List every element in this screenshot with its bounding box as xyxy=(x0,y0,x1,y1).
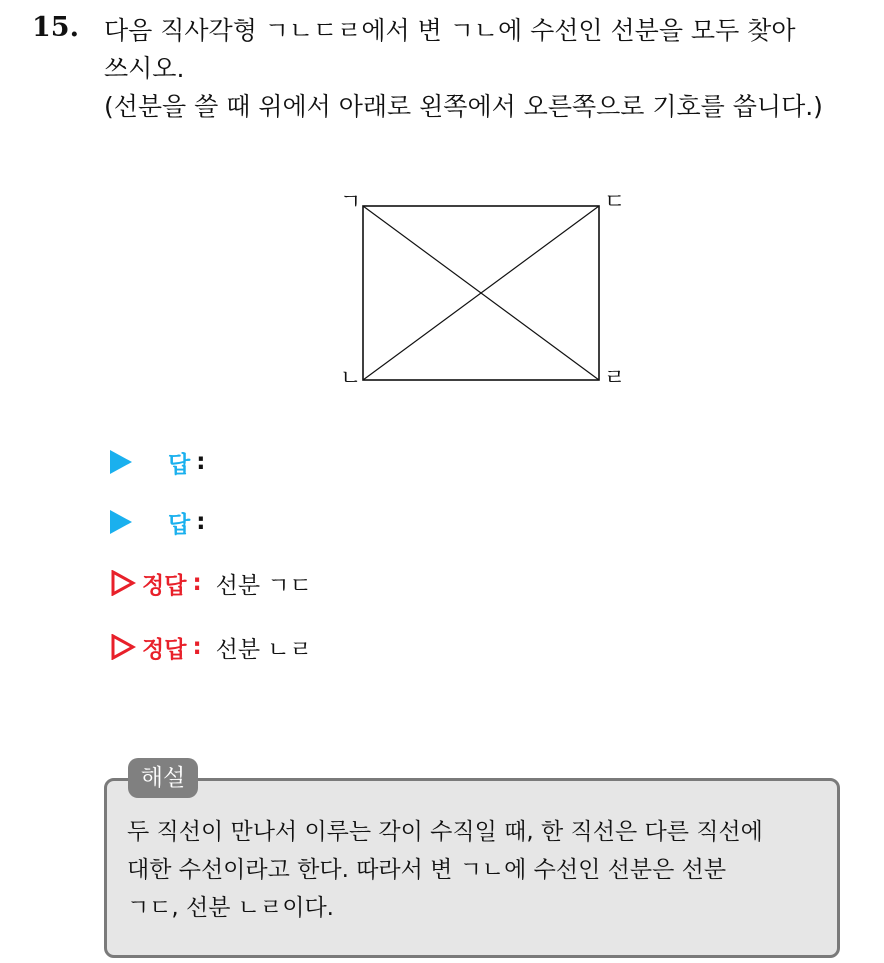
outline-arrow-icon xyxy=(110,570,136,596)
vertex-label-nieun: ㄴ xyxy=(340,366,362,391)
vertex-label-digeut: ㄷ xyxy=(604,190,626,215)
rectangle-diagram xyxy=(330,186,640,396)
explanation-box xyxy=(104,778,840,958)
explanation-line-2: 대한 수선이라고 한다. 따라서 변 ㄱㄴ에 수선인 선분은 선분 xyxy=(127,857,727,883)
correct-answer-colon: : xyxy=(192,570,202,596)
question-line-1: 다음 직사각형 ㄱㄴㄷㄹ에서 변 ㄱㄴ에 수선인 선분을 모두 찾아 xyxy=(104,16,796,45)
question-text xyxy=(104,12,864,126)
vertex-label-giyeok: ㄱ xyxy=(340,190,362,215)
explanation-line-3: ㄱㄷ, 선분 ㄴㄹ이다. xyxy=(127,895,334,921)
question-instruction: (선분을 쓸 때 위에서 아래로 왼쪽에서 오른쪽으로 기호를 씁니다.) xyxy=(104,92,823,121)
explanation-tag: 해설 xyxy=(128,758,198,798)
outline-arrow-icon xyxy=(110,634,136,660)
answer-label: 답 xyxy=(168,451,191,478)
answer-row-2 xyxy=(110,505,205,539)
rectangle-figure xyxy=(330,186,640,396)
explanation-line-1: 두 직선이 만나서 이루는 각이 수직일 때, 한 직선은 다른 직선에 xyxy=(127,819,763,845)
answer-colon: : xyxy=(196,509,206,535)
correct-answer-text: 선분 ㄴㄹ xyxy=(215,636,312,663)
play-arrow-icon xyxy=(110,450,132,474)
answer-label: 답 xyxy=(168,511,191,538)
question-line-2: 쓰시오. xyxy=(104,54,185,83)
correct-answer-colon: : xyxy=(192,634,202,660)
correct-answer-label: 정답 xyxy=(142,572,187,599)
answer-row-1 xyxy=(110,445,205,479)
question-number: 15. xyxy=(32,12,79,43)
correct-answer-text: 선분 ㄱㄷ xyxy=(215,572,312,599)
play-arrow-icon xyxy=(110,510,132,534)
explanation-text xyxy=(127,813,827,927)
correct-answer-row-2 xyxy=(110,630,312,664)
correct-answer-label: 정답 xyxy=(142,636,187,663)
vertex-label-rieul: ㄹ xyxy=(604,366,626,391)
answer-colon: : xyxy=(196,449,206,475)
correct-answer-row-1 xyxy=(110,566,312,600)
